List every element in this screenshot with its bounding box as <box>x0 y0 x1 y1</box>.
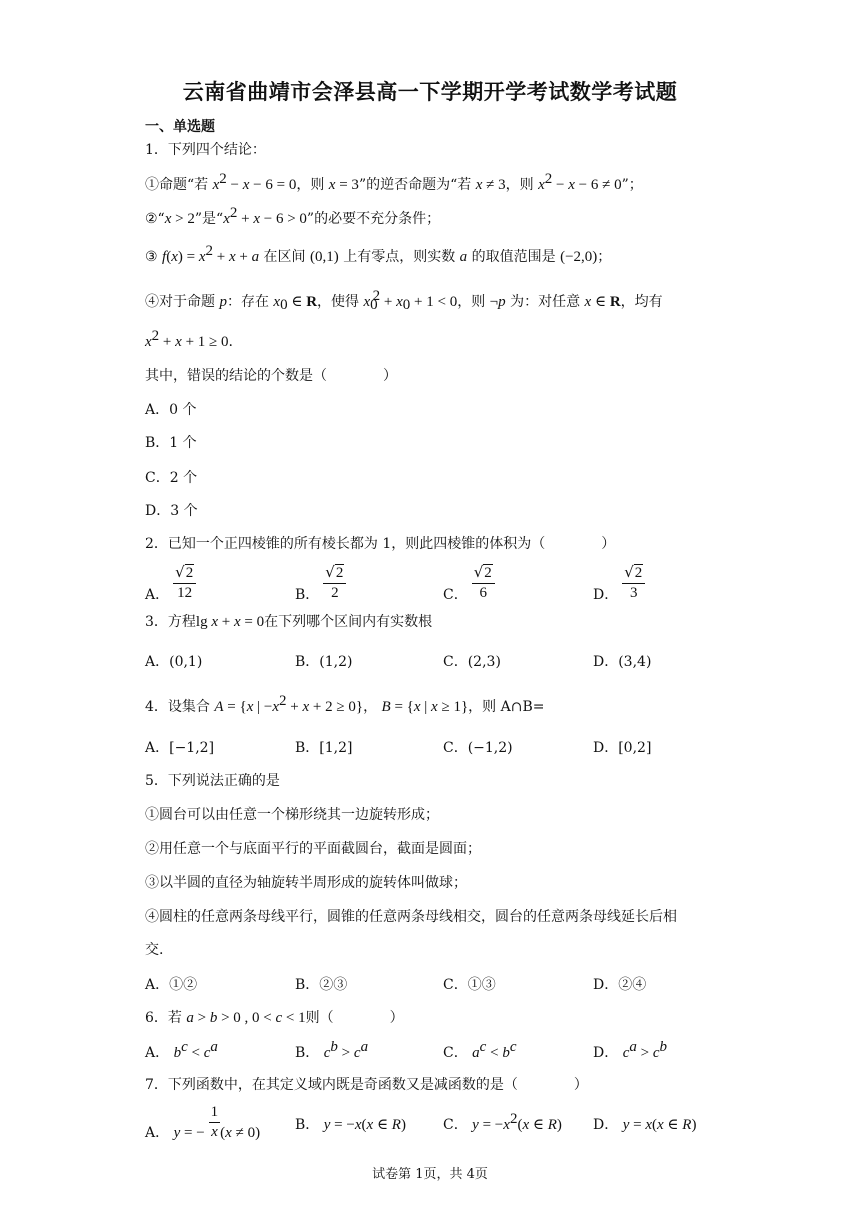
q4-option-a: A．[−1,2] <box>145 740 215 756</box>
q2-option-d: D． $\frac{√2}{3}$ <box>593 563 645 602</box>
q3-option-c: C．(2,3) <box>443 654 501 670</box>
q7-stem: 7．下列函数中，在其定义域内既是奇函数又是减函数的是（ ） <box>145 1077 588 1093</box>
q5-option-d: D．②④ <box>593 977 647 993</box>
q1-statement-4: ④对于命题 p：存在 $x_0$ ∈ R，使得 $x_0^2 + x_0 + 1 < 0$，则 ¬p 为：对任意 x ∈ R，均有 <box>145 288 663 313</box>
q5-option-b: B．②③ <box>295 977 348 993</box>
q3-option-d: D．(3,4) <box>593 654 652 670</box>
q5-options <box>145 974 745 996</box>
q1-statement-1: ①命题“若 $x^2 - x - 6 = 0$，则 x = 3”的逆否命题为“若 x ≠ 3，则 $x^2 - x - 6 \ne 0$”； <box>145 171 643 193</box>
q4-option-d: D．[0,2] <box>593 740 652 756</box>
q1-statement-3: ③ $f(x) = x^2 + x + a$ 在区间 (0,1) 上有零点，则实数 a 的取值范围是 (−2,0)； <box>145 243 612 265</box>
q2-option-a: A． $\frac{√2}{12}$ <box>145 563 196 602</box>
q7-option-c: C． $y = -x^2(x$ ∈ R) <box>443 1111 562 1133</box>
q7-option-a: A． y = − $\frac{1}{x}$ (x ≠ 0) <box>145 1104 261 1141</box>
q6-option-a: A． $b^c < c^a$ <box>145 1039 218 1061</box>
q4-option-c: C．(−1,2) <box>443 740 513 756</box>
q6-option-c: C． $a^c < b^c$ <box>443 1039 517 1061</box>
q4-option-b: B．[1,2] <box>295 740 353 756</box>
q3-stem: 3．方程lg x + x = 0在下列哪个区间内有实数根 <box>145 614 433 630</box>
q5-statement-1: ①圆台可以由任意一个梯形绕其一边旋转形成； <box>145 807 439 823</box>
q1-option-b: B．1 个 <box>145 435 197 451</box>
q5-stem: 5．下列说法正确的是 <box>145 773 280 789</box>
q6-options <box>145 1039 745 1064</box>
q1-option-a: A．0 个 <box>145 402 197 418</box>
q3-options <box>145 651 745 673</box>
q7-option-b: B． y = −x(x ∈ R) <box>295 1117 406 1133</box>
q6-option-d: D． $c^a > c^b$ <box>593 1039 667 1061</box>
q2-option-b: B． $\frac{√2}{2}$ <box>295 563 346 602</box>
q1-stem: 1．下列四个结论： <box>145 142 266 158</box>
q1-option-d: D．3 个 <box>145 503 198 519</box>
q5-statement-2: ②用任意一个与底面平行的平面截圆台，截面是圆面； <box>145 841 481 857</box>
q5-statement-4-cont: 交. <box>145 942 164 958</box>
q2-stem: 2．已知一个正四棱锥的所有棱长都为 1，则此四棱锥的体积为（ ） <box>145 536 616 552</box>
q1-statement-4-cont: $x^2 + x + 1 \ge 0$. <box>145 328 233 350</box>
q7-option-d: D． y = x(x ∈ R) <box>593 1117 697 1133</box>
page-footer: 试卷第 1页，共 4页 <box>372 1167 488 1182</box>
q5-statement-4: ④圆柱的任意两条母线平行，圆锥的任意两条母线相交，圆台的任意两条母线延长后相 <box>145 909 677 925</box>
q6-option-b: B． $c^b > c^a$ <box>295 1039 369 1061</box>
q6-stem: 6．若 a > b > 0 , 0 < c < 1则（ ） <box>145 1010 404 1026</box>
q3-option-a: A．(0,1) <box>145 654 203 670</box>
q2-option-c: C． $\frac{√2}{6}$ <box>443 563 495 602</box>
exam-title: 云南省曲靖市会泽县高一下学期开学考试数学考试题 <box>182 80 678 104</box>
q5-statement-3: ③以半圆的直径为轴旋转半周形成的旋转体叫做球； <box>145 875 467 891</box>
q1-statement-2: ②“x > 2”是“$x^2 + x - 6 > 0$”的必要不充分条件； <box>145 205 441 227</box>
q5-option-a: A．①② <box>145 977 198 993</box>
q2-options <box>145 563 745 607</box>
q7-options <box>145 1104 745 1144</box>
q4-options <box>145 737 745 759</box>
q1-question: 其中，错误的结论的个数是（ ） <box>145 368 397 384</box>
q1-option-c: C．2 个 <box>145 470 198 486</box>
q4-stem: 4．设集合 A = {x | $-x^2 + x + 2 \ge 0$}， B = {x | x ≥ 1}，则 A∩B= <box>145 693 545 715</box>
q3-option-b: B．(1,2) <box>295 654 353 670</box>
section-heading: 一、单选题 <box>145 119 215 135</box>
q5-option-c: C．①③ <box>443 977 496 993</box>
